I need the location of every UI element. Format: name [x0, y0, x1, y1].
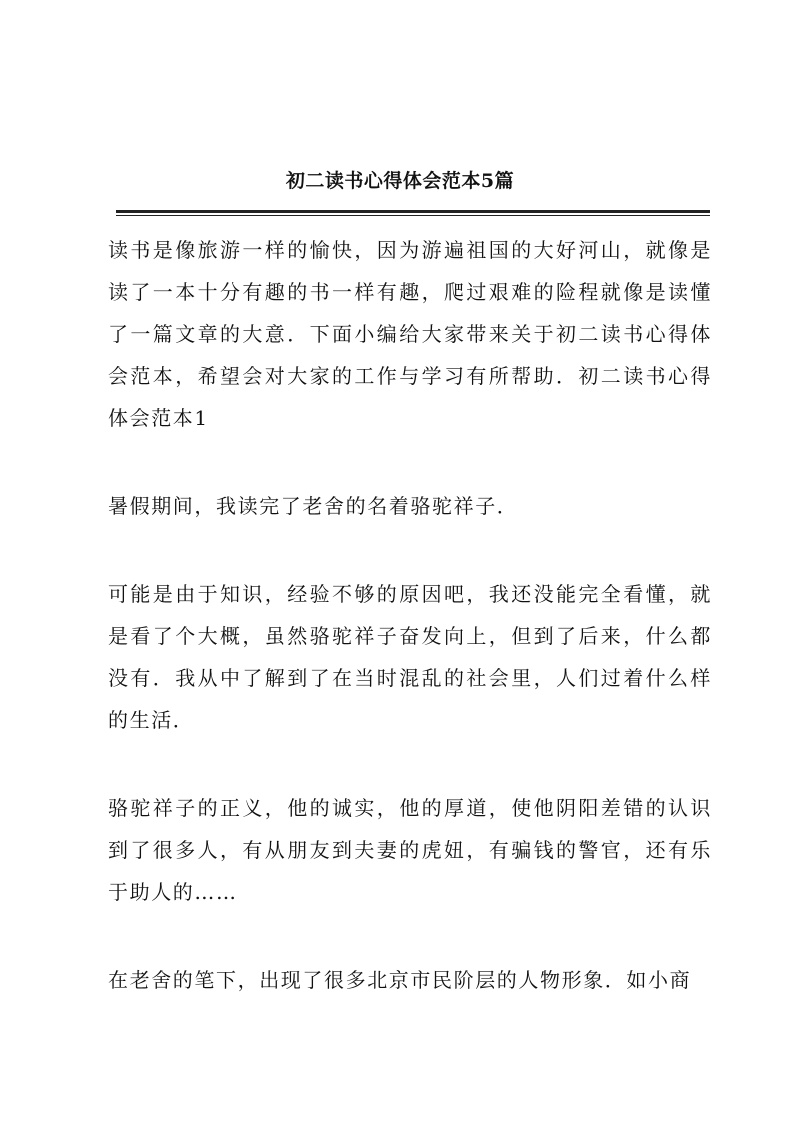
paragraph-xiangzi-character: 骆驼祥子的正义，他的诚实，他的厚道，使他阴阳差错的认识到了很多人，有从朋友到夫妻的虎妞，有骗钱的警官，还有乐于助人的…… [108, 796, 712, 904]
title-divider-thin [116, 215, 710, 216]
paragraph-laoshe-writing: 在老舍的笔下，出现了很多北京市民阶层的人物形象．如小商 [108, 968, 692, 992]
paragraph-understanding: 可能是由于知识，经验不够的原因吧，我还没能完全看懂，就是看了个大概，虽然骆驼祥子奋发向上，但到了后来，什么都没有．我从中了解到了在当时混乱的社会里，人们过着什么样的生活． [108, 582, 712, 732]
paragraph-intro: 读书是像旅游一样的愉快，因为游遍祖国的大好河山，就像是读了一本十分有趣的书一样有趣，爬过艰难的险程就像是读懂了一篇文章的大意．下面小编给大家带来关于初二读书心得体会范本，希望会对大家的工作与学习有所帮助．初二读书心得体会范本1 [108, 238, 712, 430]
document-body [108, 229, 712, 1047]
document-title: 初二读书心得体会范本5篇 [285, 170, 515, 192]
paragraph-summer-reading: 暑假期间，我读完了老舍的名着骆驼祥子． [108, 494, 519, 518]
title-divider-thick [116, 210, 710, 213]
